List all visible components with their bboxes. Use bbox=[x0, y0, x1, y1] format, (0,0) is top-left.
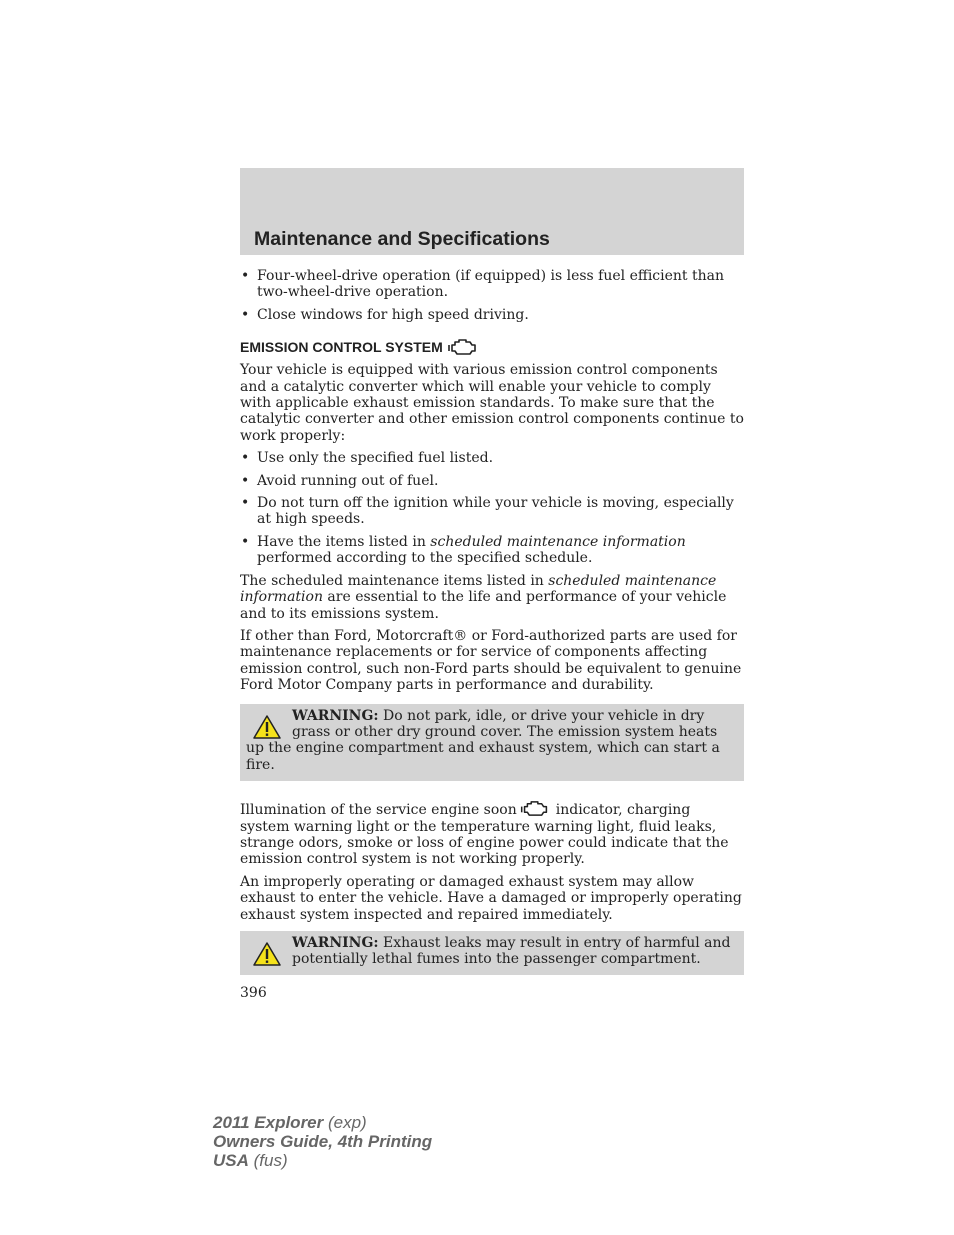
bullet-text bbox=[257, 534, 686, 566]
footer-line bbox=[213, 1113, 432, 1132]
bullet-text: Avoid running out of fuel. bbox=[257, 472, 439, 489]
warning-triangle-icon bbox=[252, 714, 282, 740]
footer-code: (exp) bbox=[323, 1113, 367, 1132]
warning-label: WARNING: bbox=[292, 935, 379, 951]
list-item bbox=[240, 534, 744, 567]
warning-text bbox=[246, 708, 720, 773]
bullet-dot: • bbox=[241, 495, 250, 512]
footer bbox=[213, 1113, 432, 1170]
section-intro: Your vehicle is equipped with various emission control components and a catalytic converter which will enable your vehicle to comply with applicable exhaust emission standards. To make sure that the catalytic converter and other emission control components continue to work properly: bbox=[240, 362, 744, 444]
paragraph bbox=[240, 799, 744, 868]
section-header-band bbox=[240, 168, 744, 255]
bullet-dot: • bbox=[241, 306, 250, 323]
bullet-text-part: performed according to the specified schedule. bbox=[257, 550, 593, 567]
cross-reference: scheduled maintenance information bbox=[240, 572, 717, 606]
paragraph-part: Illumination of the service engine soon bbox=[240, 802, 517, 819]
list-item bbox=[240, 450, 744, 466]
cross-reference: scheduled maintenance information bbox=[430, 533, 686, 550]
paragraph: An improperly operating or damaged exhaust system may allow exhaust to enter the vehicle. Have a damaged or improperly operating exhaust system inspected and repaired immediately. bbox=[240, 873, 742, 923]
page-title: Maintenance and Specifications bbox=[254, 228, 550, 250]
paragraph-part: The scheduled maintenance items listed in bbox=[240, 572, 549, 589]
warning-body: Do not park, idle, or drive your vehicle in dry grass or other dry ground cover. The emission system heats up the engine compartment and exhaust system, which can start a fire. bbox=[246, 707, 720, 773]
warning-text bbox=[292, 935, 731, 967]
list-item bbox=[240, 268, 744, 301]
paragraph: If other than Ford, Motorcraft® or Ford-authorized parts are used for maintenance replacements or for service of components affecting emission control, such non-Ford parts should be equivalent to genuine Ford Motor Company parts in performance and durability. bbox=[240, 627, 742, 694]
list-item bbox=[240, 473, 744, 489]
list-item bbox=[240, 307, 744, 323]
warning-body: Exhaust leaks may result in entry of harmful and potentially lethal fumes into the passenger compartment. bbox=[292, 935, 731, 968]
bullet-text: Four-wheel-drive operation (if equipped) is less fuel efficient than two-wheel-drive operation. bbox=[257, 268, 724, 301]
paragraph-part: indicator, charging system warning light or the temperature warning light, fluid leaks, strange odors, smoke or loss of engine power could indicate that the emission control system is not working properly. bbox=[240, 802, 729, 868]
page-content bbox=[240, 268, 744, 1001]
footer-line bbox=[213, 1151, 432, 1170]
bullet-text: Use only the specified fuel listed. bbox=[257, 450, 494, 467]
bullet-text: Do not turn off the ignition while your vehicle is moving, especially at high speeds. bbox=[257, 495, 734, 528]
warning-box bbox=[240, 931, 744, 975]
bullet-dot: • bbox=[241, 268, 250, 284]
bullet-dot: • bbox=[241, 450, 250, 467]
check-engine-icon bbox=[520, 799, 550, 818]
page-number: 396 bbox=[240, 984, 267, 1001]
section-heading-text: EMISSION CONTROL SYSTEM bbox=[240, 339, 443, 356]
warning-triangle-icon bbox=[252, 941, 282, 967]
warning-label: WARNING: bbox=[292, 707, 379, 724]
bullet-dot: • bbox=[241, 533, 250, 550]
paragraph bbox=[240, 573, 744, 622]
warning-box bbox=[240, 704, 744, 782]
footer-model: 2011 Explorer bbox=[213, 1113, 324, 1132]
footer-market: USA bbox=[213, 1151, 249, 1170]
bullet-text-part: Have the items listed in bbox=[257, 533, 431, 550]
footer-code: (fus) bbox=[248, 1151, 288, 1170]
paragraph-part: are essential to the life and performance of your vehicle and to its emissions system. bbox=[240, 589, 727, 622]
bullet-dot: • bbox=[241, 472, 250, 489]
footer-line: Owners Guide, 4th Printing bbox=[213, 1132, 433, 1151]
list-item bbox=[240, 495, 744, 528]
bullet-text: Close windows for high speed driving. bbox=[257, 306, 529, 323]
section-heading bbox=[240, 337, 744, 357]
check-engine-icon bbox=[448, 337, 478, 357]
